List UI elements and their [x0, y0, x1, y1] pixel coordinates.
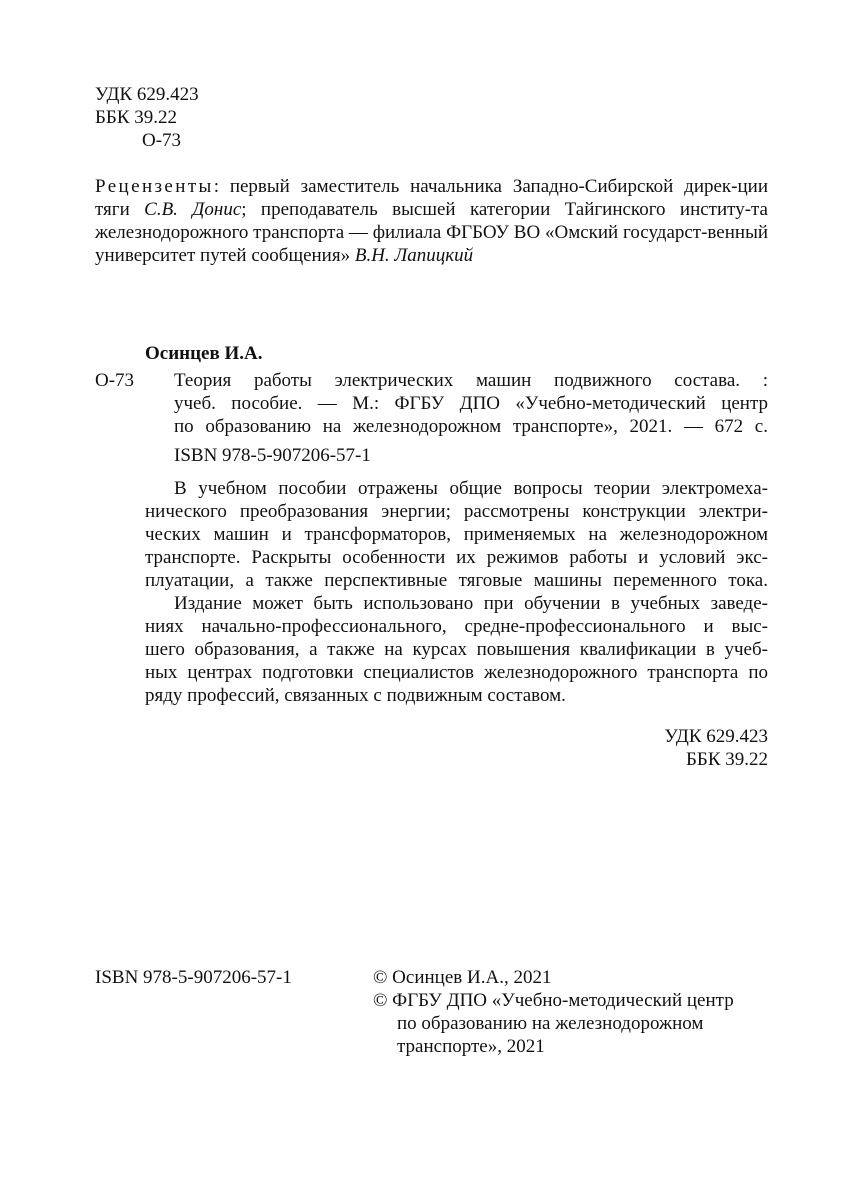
- abstract: [145, 477, 768, 707]
- biblio-title-line: по образованию на железнодорожном транспорте», 2021. — 672 с.: [174, 416, 768, 437]
- abstract-line: ряду профессий, связанных с подвижным составом.: [145, 685, 566, 706]
- biblio-author-name: Осинцев И.А.: [145, 343, 263, 364]
- classification: [560, 725, 768, 771]
- classification-bbk: ББК 39.22: [686, 749, 768, 770]
- abstract-paragraph-1: [145, 477, 768, 592]
- copyright-line: по образованию на железнодорожном: [397, 1013, 704, 1034]
- biblio-sign: О-73: [95, 370, 135, 391]
- abstract-line: нического преобразования энергии; рассмотрены конструкции электри-: [145, 501, 768, 522]
- reviewer-2-name: В.Н. Лапицкий: [354, 245, 474, 266]
- abstract-line: Издание может быть использовано при обучении в учебных заведе-: [174, 593, 768, 614]
- header-author-sign: О-73: [142, 130, 182, 151]
- copyright-line: транспорте», 2021: [397, 1036, 545, 1057]
- reviewers-text-1: : первый заместитель начальника Западно-Сибирской дирек-ции тяги: [95, 176, 768, 220]
- reviewers-text-2: ; преподаватель высшей категории Тайгинского институ-та железнодорожного транспорта — филиала ФГБОУ ВО «Омский государст-венный университет путей сообщения»: [95, 199, 768, 266]
- copyright-line: © Осинцев И.А., 2021: [373, 967, 552, 988]
- abstract-line: ных центрах подготовки специалистов железнодорожного транспорта по: [145, 662, 768, 683]
- abstract-line: ниях начально-профессионального, средне-профессионального и выс-: [145, 616, 768, 637]
- biblio-author: [145, 342, 263, 365]
- biblio-title-line: Теория работы электрических машин подвижного состава. :: [174, 370, 768, 391]
- copyright-line: © ФГБУ ДПО «Учебно-методический центр: [373, 990, 734, 1011]
- footer-copyright: [373, 966, 773, 1058]
- abstract-line: транспорте. Раскрыты особенности их режимов работы и условий экс-: [145, 547, 768, 568]
- header-classification: [95, 83, 315, 152]
- biblio-title-line: учеб. пособие. — М.: ФГБУ ДПО «Учебно-методический центр: [174, 393, 768, 414]
- header-udk: УДК 629.423: [95, 84, 199, 105]
- abstract-line: ческих машин и трансформаторов, применяемых на железнодорожном: [145, 524, 768, 545]
- abstract-line: плуатации, а также перспективные тяговые машины переменного тока.: [145, 570, 768, 591]
- classification-udk: УДК 629.423: [664, 726, 768, 747]
- abstract-line: шего образования, а также на курсах повышения квалификации в учеб-: [145, 639, 768, 660]
- abstract-line: В учебном пособии отражены общие вопросы теории электромеха-: [174, 478, 768, 499]
- biblio-title: [174, 369, 768, 438]
- abstract-paragraph-2: [145, 592, 768, 707]
- reviewers-paragraph: [95, 175, 768, 267]
- reviewer-1-name: С.В. Донис: [144, 199, 242, 220]
- biblio-isbn: ISBN 978-5-907206-57-1: [174, 445, 371, 466]
- header-bbk: ББК 39.22: [95, 107, 177, 128]
- reviewers-label: Рецензенты: [95, 176, 214, 197]
- footer-isbn: ISBN 978-5-907206-57-1: [95, 967, 292, 988]
